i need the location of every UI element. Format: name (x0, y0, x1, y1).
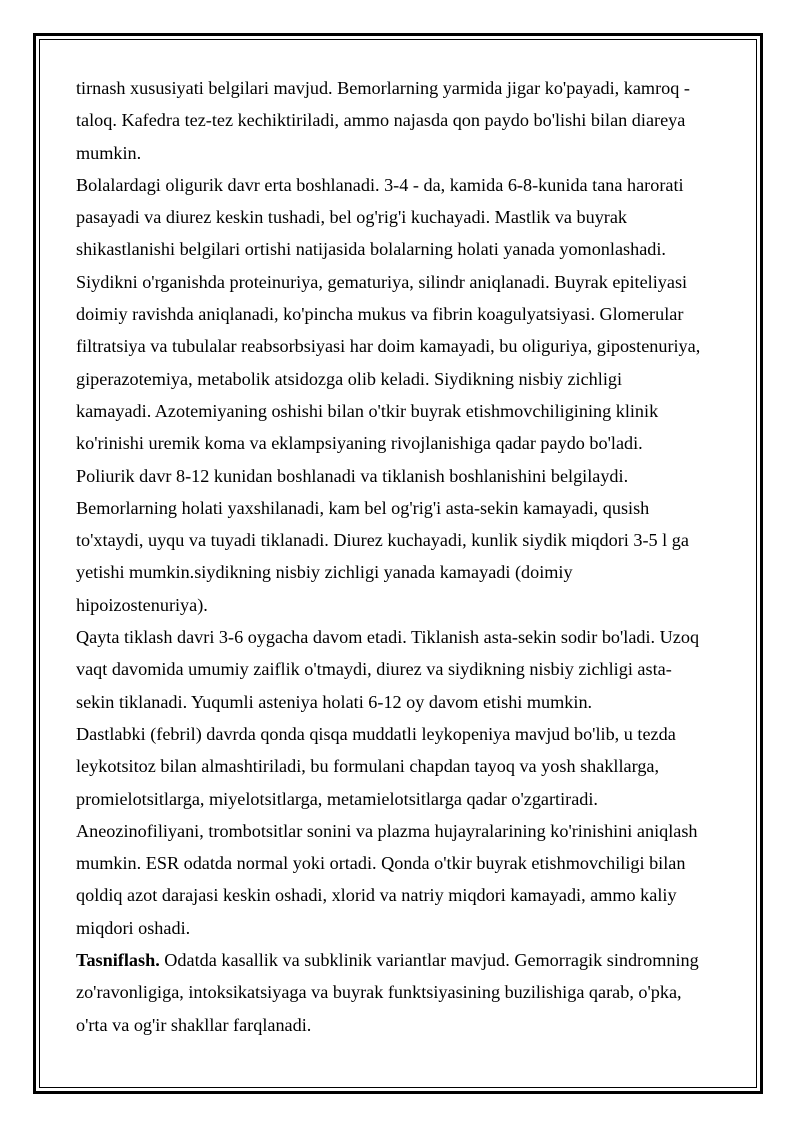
text-line: shikastlanishi belgilari ortishi natijasida bolalarning holati yanada yomonlashadi. (76, 239, 666, 260)
text-line: sekin tiklanadi. Yuqumli asteniya holati 6-12 oy davom etishi mumkin. (76, 691, 593, 712)
paragraph (76, 169, 736, 460)
text-line: Qayta tiklash davri 3-6 oygacha davom etadi. Tiklanish asta-sekin sodir bo'ladi. Uzoq (76, 627, 700, 648)
paragraph (76, 460, 736, 621)
text-line: ko'rinishi uremik koma va eklampsiyaning rivojlanishiga qadar paydo bo'ladi. (76, 433, 643, 454)
text-line: qoldiq azot darajasi keskin oshadi, xlorid va natriy miqdori kamayadi, ammo kaliy (76, 885, 677, 906)
text-line: Poliurik davr 8-12 kunidan boshlanadi va tiklanish boshlanishini belgilaydi. (76, 465, 629, 486)
text-line: tirnash xususiyati belgilari mavjud. Bemorlarning yarmida jigar ko'payadi, kamroq - (76, 78, 690, 98)
text-line: promielotsitlarga, miyelotsitlarga, metamielotsitlarga qadar o'zgartiradi. (76, 788, 598, 809)
text-line: taloq. Kafedra tez-tez kechiktiriladi, ammo najasda qon paydo bo'lishi bilan diareya (76, 110, 686, 131)
text-line: leykotsitoz bilan almashtiriladi, bu formulani chapdan tayoq va yosh shakllarga, (76, 756, 660, 777)
paragraph (76, 621, 736, 718)
document-body (76, 72, 736, 1041)
classification-heading: Tasniflash. (76, 950, 160, 971)
text-line: giperazotemiya, metabolik atsidozga olib keladi. Siydikning nisbiy zichligi (76, 368, 623, 389)
paragraph (76, 718, 736, 944)
text-line: hipoizostenuriya). (76, 594, 208, 615)
text-line: kamayadi. Azotemiyaning oshishi bilan o'tkir buyrak etishmovchiligining klinik (76, 400, 659, 421)
classification-paragraph (76, 944, 736, 1041)
text-line: Dastlabki (febril) davrda qonda qisqa muddatli leykopeniya mavjud bo'lib, u tezda (76, 723, 676, 744)
paragraph-list (76, 72, 736, 944)
text-line: mumkin. (76, 142, 142, 163)
text-line: vaqt davomida umumiy zaiflik o'tmaydi, diurez va siydikning nisbiy zichligi asta- (76, 659, 672, 680)
text-line: Bemorlarning holati yaxshilanadi, kam bel og'rig'i asta-sekin kamayadi, qusish (76, 497, 650, 518)
text-line: mumkin. ESR odatda normal yoki ortadi. Qonda o'tkir buyrak etishmovchiligi bilan (76, 853, 686, 874)
text-line: miqdori oshadi. (76, 917, 191, 938)
text-line: to'xtaydi, uyqu va tuyadi tiklanadi. Diurez kuchayadi, kunlik siydik miqdori 3-5 l ga (76, 530, 689, 551)
classification-line-3: o'rta va og'ir shakllar farqlanadi. (76, 1014, 312, 1035)
text-line: Aneozinofiliyani, trombotsitlar sonini va plazma hujayralarining ko'rinishini aniqlash (76, 820, 698, 841)
text-line: filtratsiya va tubulalar reabsorbsiyasi har doim kamayadi, bu oliguriya, gipostenuriya, (76, 336, 701, 357)
paragraph (76, 72, 736, 169)
text-line: yetishi mumkin.siydikning nisbiy zichligi yanada kamayadi (doimiy (76, 562, 573, 583)
text-line: pasayadi va diurez keskin tushadi, bel og'rig'i kuchayadi. Mastlik va buyrak (76, 207, 628, 228)
text-line: Siydikni o'rganishda proteinuriya, gematuriya, silindr aniqlanadi. Buyrak epiteliyasi (76, 271, 688, 292)
text-line: doimiy ravishda aniqlanadi, ko'pincha mukus va fibrin koagulyatsiyasi. Glomerular (76, 304, 684, 325)
classification-line-1: Odatda kasallik va subklinik variantlar mavjud. Gemorragik sindromning (159, 950, 699, 971)
text-line: Bolalardagi oligurik davr erta boshlanadi. 3-4 - da, kamida 6-8-kunida tana harorati (76, 174, 684, 195)
classification-line-2: zo'ravonligiga, intoksikatsiyaga va buyrak funktsiyasining buzilishiga qarab, o'pka, (76, 982, 682, 1003)
